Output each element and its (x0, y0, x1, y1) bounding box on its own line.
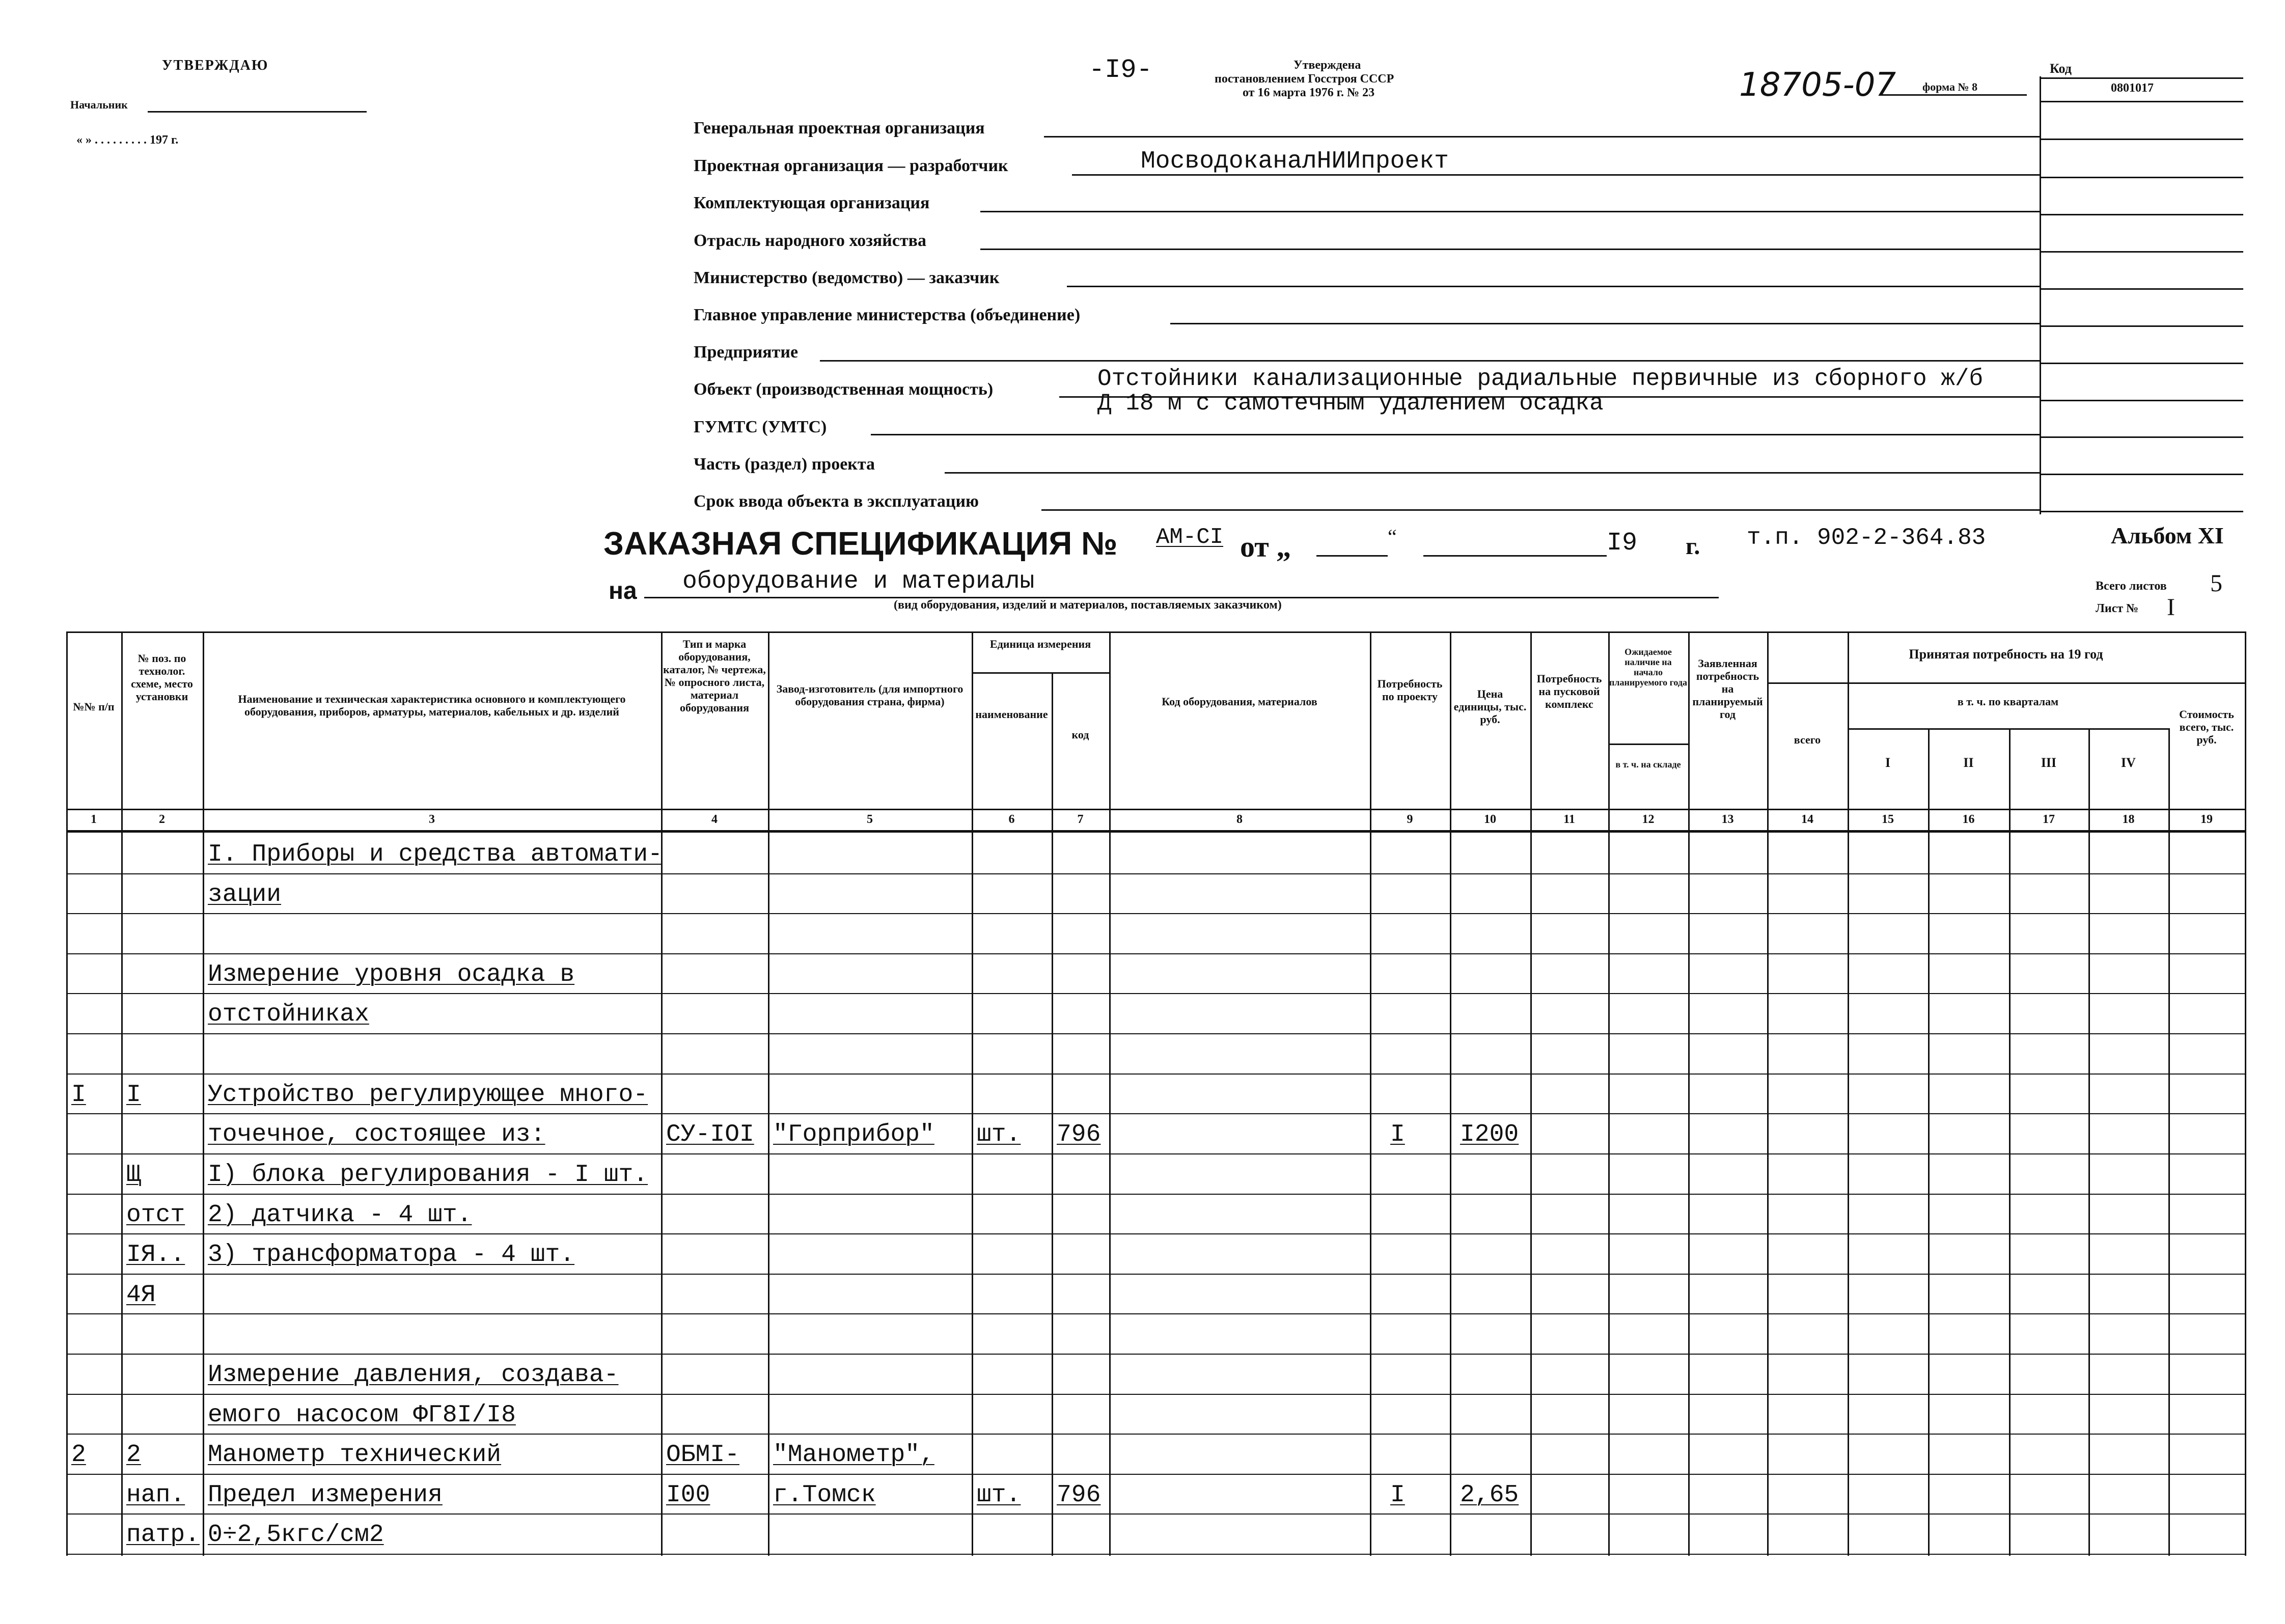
sheets-total: 5 (2210, 570, 2222, 597)
table-column-line (768, 631, 769, 1556)
sheet-number: I (2167, 594, 2175, 621)
code-box-row (2040, 101, 2243, 102)
table-cell-name: Манометр технический (208, 1441, 502, 1469)
spec-album: Альбом XI (2111, 522, 2224, 548)
table-row-line (66, 1354, 2245, 1355)
unit-group-line (972, 672, 1109, 674)
table-row-line (66, 953, 2245, 954)
field-value-object-line2: Д 18 м с самотечным удалением осадка (1097, 390, 1604, 417)
field-line (1041, 509, 2040, 511)
decree-line-2: постановлением Госстроя СССР (1215, 72, 1394, 86)
table-row-line (66, 1153, 2245, 1154)
table-cell-name: зации (208, 880, 282, 909)
quarters-group-header: в т. ч. по кварталам (1957, 695, 2059, 708)
table-cell-pos: 4Я (126, 1281, 156, 1309)
field-label-general-org: Генеральная проектная организация (694, 119, 985, 137)
field-line (980, 211, 2040, 212)
column-number: 6 (1008, 813, 1015, 826)
form-label: форма № 8 (1922, 80, 1978, 93)
table-cell-name: отстойниках (208, 1001, 369, 1029)
table-cell-code: 796 (1057, 1481, 1101, 1509)
table-column-line (1848, 631, 1849, 1556)
field-line (945, 472, 2040, 474)
spec-title: ЗАКАЗНАЯ СПЕЦИФИКАЦИЯ № (603, 525, 1118, 562)
column-number: 13 (1721, 813, 1734, 826)
field-label-commissioning: Срок ввода объекта в эксплуатацию (694, 492, 979, 511)
table-row-line (66, 1313, 2245, 1314)
field-label-enterprise: Предприятие (694, 343, 799, 362)
table-header-cell: Код оборудования, материалов (1162, 695, 1317, 708)
table-cell-no: I (71, 1081, 86, 1109)
field-label-supplier-org: Комплектующая организация (694, 194, 930, 212)
table-header-cell: Цена единицы, тыс. руб. (1453, 687, 1527, 726)
table-header-cell: Потребность на пусковой комплекс (1536, 672, 1602, 710)
sheets-total-label: Всего листов (2096, 580, 2167, 593)
table-header-cell: Завод-изготовитель (для импортного оборудования страна, фирма) (776, 682, 963, 708)
table-cell-name: Предел измерения (208, 1481, 443, 1509)
table-row-line (66, 1033, 2245, 1034)
table-header-cell: № поз. по технолог. схеме, место установки (131, 652, 193, 703)
column-number: 7 (1077, 813, 1084, 826)
table-column-line (2009, 728, 2011, 1556)
table-cell-qty: I (1390, 1121, 1405, 1149)
table-column-line (1370, 631, 1371, 1556)
table-column-line (1450, 631, 1451, 1556)
table-header-cell: Тип и марка оборудования, каталог, № чертежа, № опросного листа, материал оборудования (663, 638, 766, 714)
table-row-line (66, 1274, 2245, 1275)
table-row-line (66, 993, 2245, 994)
code-box-row (2040, 325, 2243, 327)
column-number: 9 (1407, 813, 1413, 826)
column-number: 19 (2200, 813, 2213, 826)
column-number: 2 (159, 813, 165, 826)
decree-line-3: от 16 марта 1976 г. № 23 (1243, 86, 1375, 99)
table-cell-pos: патр. (126, 1521, 200, 1549)
table-row-line (66, 1554, 2245, 1555)
quarter-header: II (1963, 756, 1974, 770)
approval-date-line: « » . . . . . . . . . 197 г. (76, 133, 179, 147)
table-cell-name: точечное, состоящее из: (208, 1121, 545, 1149)
quarter-header: III (2041, 756, 2057, 770)
table-cell-price: I200 (1460, 1121, 1519, 1149)
table-header-cell: Заявленная потребность на планируемый год (1692, 657, 1763, 721)
column-number: 10 (1484, 813, 1496, 826)
spec-day-line (1316, 555, 1388, 557)
table-cell-name: 3) трансформатора - 4 шт. (208, 1241, 575, 1269)
code-box-row (2040, 139, 2243, 140)
table-top-border (66, 631, 2245, 633)
form-underline (1879, 94, 2027, 96)
table-cell-name: Измерение уровня осадка в (208, 960, 575, 988)
table-cell-pos: I (126, 1081, 141, 1109)
table-column-line (121, 631, 123, 1556)
code-box-left (2040, 76, 2041, 514)
table-cell-price: 2,65 (1460, 1481, 1519, 1509)
code-box-row (2040, 400, 2243, 401)
table-row-line (66, 873, 2245, 874)
field-line (1072, 174, 2040, 176)
table-cell-qty: I (1390, 1481, 1405, 1509)
table-column-line (2168, 728, 2170, 1556)
unit-group-header: Единица измерения (989, 638, 1091, 650)
field-label-developer-org: Проектная организация — разработчик (694, 156, 1008, 175)
spec-year: I9 (1607, 529, 1638, 558)
column-number: 18 (2122, 813, 2135, 826)
table-column-line (1928, 728, 1930, 1556)
field-label-object: Объект (производственная мощность) (694, 380, 994, 399)
table-column-line (661, 631, 663, 1556)
table-row-line (66, 1113, 2245, 1114)
code-label: Код (2050, 61, 2072, 76)
table-header-cell: №№ п/п (73, 700, 115, 713)
code-box-row (2040, 214, 2243, 215)
document-number: 18705-07 (1739, 66, 1896, 104)
table-header-bottom (66, 809, 2245, 810)
table-header-cell: Стоимость всего, тыс. руб. (2179, 708, 2234, 746)
table-cell-unit: шт. (977, 1121, 1021, 1149)
table-cell-type: СУ-IOI (666, 1121, 754, 1149)
quarters-group-line (1848, 728, 2168, 730)
column-number: 15 (1882, 813, 1894, 826)
field-line (980, 249, 2040, 250)
column-number: 3 (429, 813, 435, 826)
spec-project-ref: т.п. 902-2-364.83 (1747, 525, 1986, 551)
table-column-line (1767, 631, 1769, 1556)
table-cell-name: 2) датчика - 4 шт. (208, 1201, 472, 1229)
quarter-header: I (1885, 756, 1891, 770)
field-value-developer-org: МосводоканалНИИпроект (1141, 148, 1449, 175)
table-cell-pos: Щ (126, 1161, 141, 1189)
field-label-ministry: Министерство (ведомство) — заказчик (694, 268, 1000, 287)
field-line (1170, 323, 2040, 324)
sheet-label: Лист № (2096, 602, 2139, 615)
code-box-row (2040, 363, 2243, 364)
spec-on-label: на (609, 577, 637, 604)
column-number: 8 (1236, 813, 1243, 826)
approval-title: УТВЕРЖДАЮ (162, 58, 269, 73)
table-cell-name: емого насосом ФГ8I/I8 (208, 1401, 516, 1429)
field-line (1044, 136, 2040, 137)
table-header-cell: Ожидаемое наличие на начало планируемого года (1609, 647, 1687, 687)
table-colnum-bottom (66, 830, 2245, 833)
table-cell-unit: шт. (977, 1481, 1021, 1509)
table-column-line (1109, 631, 1111, 1556)
stock-header: в т. ч. на складе (1615, 759, 1681, 769)
field-label-industry: Отрасль народного хозяйства (694, 231, 927, 250)
table-header-cell: Потребность по проекту (1377, 677, 1443, 703)
page-number: -I9- (1089, 55, 1152, 85)
column-number: 5 (867, 813, 873, 826)
spec-month-line (1423, 555, 1607, 557)
column-number: 12 (1642, 813, 1655, 826)
spec-from-label: от „ (1240, 530, 1291, 563)
accepted-group-header: Принятая потребность на 19 год (1909, 648, 2103, 662)
table-cell-name: Измерение давления, создава- (208, 1361, 619, 1389)
table-cell-pos: нап. (126, 1481, 185, 1509)
table-row-line (66, 1233, 2245, 1234)
approval-chief-label: Начальник (70, 98, 128, 111)
table-row-line (66, 1394, 2245, 1395)
table-cell-maker: г.Томск (773, 1481, 876, 1509)
table-row-line (66, 913, 2245, 914)
table-header-cell: всего (1794, 733, 1821, 746)
table-column-line (2088, 728, 2090, 1556)
column-number: 1 (91, 813, 97, 826)
column-number: 4 (711, 813, 718, 826)
spec-number: АМ-СI (1156, 525, 1224, 550)
table-cell-code: 796 (1057, 1121, 1101, 1149)
code-box-row (2040, 436, 2243, 438)
code-box-row (2040, 474, 2243, 475)
table-header-cell: Наименование и техническая характеристика основного и комплектующего оборудования, приборов, арматуры, материалов, кабельных и др. изделий (238, 693, 626, 718)
table-cell-no: 2 (71, 1441, 86, 1469)
code-value: 0801017 (2111, 81, 2154, 95)
code-box-row (2040, 288, 2243, 290)
code-box-top (2040, 77, 2243, 79)
table-cell-pos: отст (126, 1201, 185, 1229)
spec-quote-mark: “ (1388, 525, 1397, 548)
approval-chief-line (148, 111, 367, 113)
table-column-line (1530, 631, 1532, 1556)
field-label-gumts: ГУМТС (УМТС) (694, 418, 827, 436)
column-number: 11 (1563, 813, 1575, 826)
table-column-line (66, 631, 68, 1556)
spec-subject-hint: (вид оборудования, изделий и материалов, поставляемых заказчиком) (894, 598, 1282, 612)
table-cell-maker: "Горприбор" (773, 1121, 934, 1149)
table-header-cell: наименование (975, 708, 1048, 721)
field-label-project-part: Часть (раздел) проекта (694, 455, 875, 474)
table-column-line (972, 631, 973, 1556)
code-box-row (2040, 177, 2243, 178)
stock-sub-line (1608, 744, 1688, 745)
table-cell-pos: 2 (126, 1441, 141, 1469)
table-row-line (66, 1513, 2245, 1515)
table-cell-type: I00 (666, 1481, 710, 1509)
table-row-line (66, 1194, 2245, 1195)
table-cell-name: I. Приборы и средства автомати- (208, 841, 663, 868)
table-header-cell: код (1071, 728, 1089, 741)
table-cell-type: ОБМI- (666, 1441, 740, 1469)
table-cell-name: 0÷2,5кгс/см2 (208, 1521, 384, 1549)
table-row-line (66, 1434, 2245, 1435)
field-value-object-line1: Отстойники канализационные радиальные первичные из сборного ж/б (1097, 366, 1984, 392)
table-cell-maker: "Манометр", (773, 1441, 934, 1469)
table-row-line (66, 1474, 2245, 1475)
table-row-line (66, 1074, 2245, 1075)
table-column-line (203, 631, 204, 1556)
table-cell-pos: IЯ.. (126, 1241, 185, 1269)
column-number: 14 (1801, 813, 1813, 826)
code-box-row (2040, 511, 2243, 512)
column-number: 17 (2043, 813, 2055, 826)
field-line (871, 434, 2040, 435)
spec-year-suffix: г. (1686, 533, 1700, 560)
code-box-row (2040, 251, 2243, 253)
quarter-header: IV (2121, 756, 2136, 770)
field-line (820, 360, 2040, 362)
field-line (1067, 286, 2040, 287)
spec-subject: оборудование и материалы (682, 568, 1035, 595)
table-cell-name: Устройство регулирующее много- (208, 1081, 648, 1109)
decree-line-1: Утверждена (1293, 59, 1361, 72)
field-label-main-directorate: Главное управление министерства (объединение) (694, 306, 1081, 324)
table-column-line (2245, 631, 2246, 1556)
table-cell-name: I) блока регулирования - I шт. (208, 1161, 648, 1189)
accepted-group-line (1767, 682, 2245, 684)
column-number: 16 (1962, 813, 1975, 826)
